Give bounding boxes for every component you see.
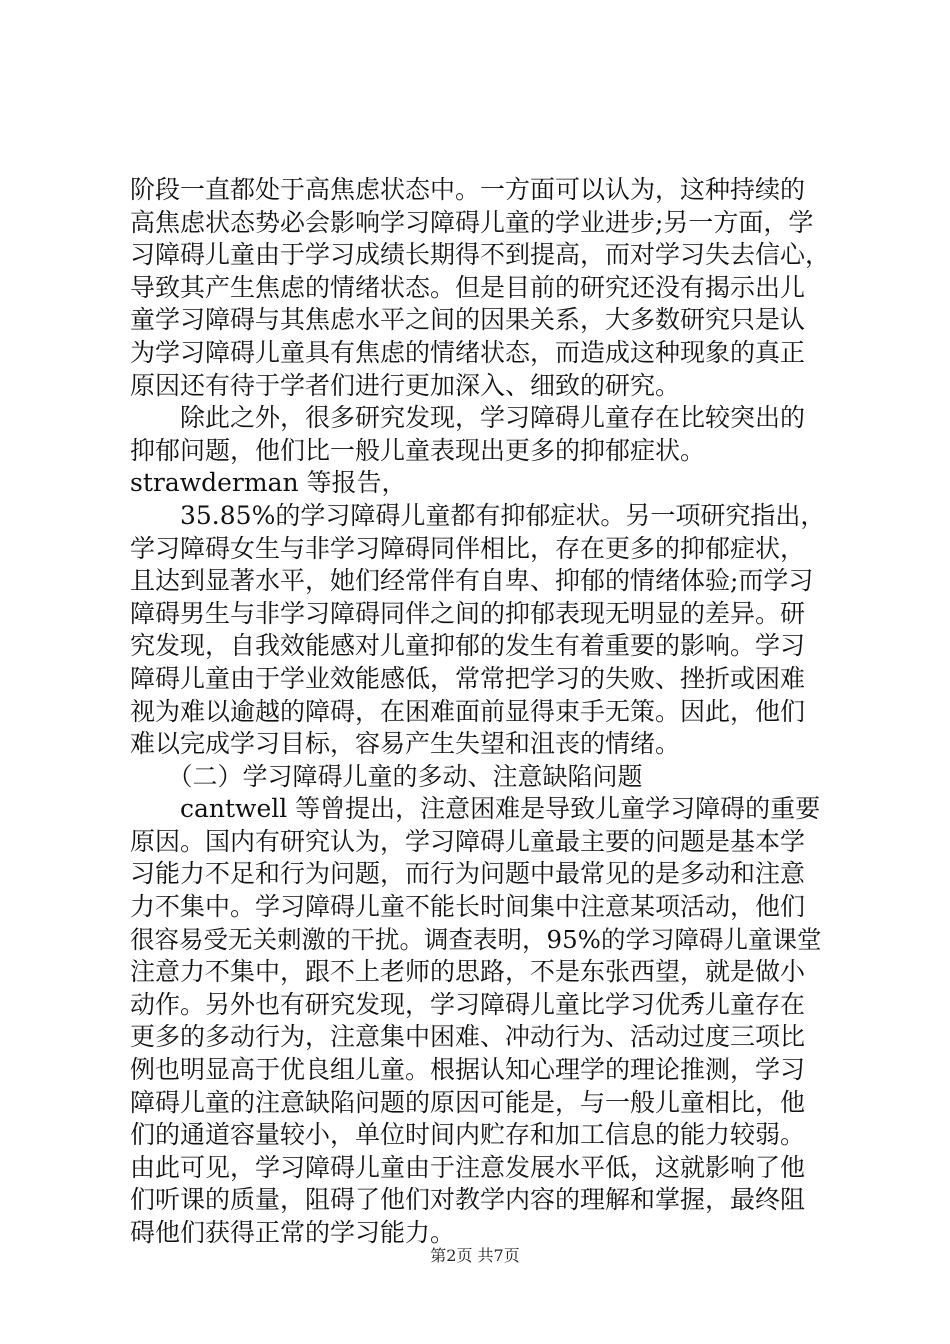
text-line: 障碍男生与非学习障碍同伴之间的抑郁表现无明显的差异。研	[130, 598, 806, 628]
text-line: 们的通道容量较小，单位时间内贮存和加工信息的能力较弱。	[130, 1120, 806, 1150]
text-line: 例也明显高于优良组儿童。根据认知心理学的理论推测，学习	[130, 1055, 806, 1085]
text-line: 习能力不足和行为问题，而行为问题中最常见的是多动和注意	[130, 859, 806, 889]
text-line: 很容易受无关刺激的干扰。调查表明，95%的学习障碍儿童课堂	[130, 924, 822, 954]
text-line: 们听课的质量，阻碍了他们对教学内容的理解和掌握，最终阻	[130, 1185, 806, 1215]
text-line: strawderman 等报告，	[130, 468, 407, 498]
text-line: 动作。另外也有研究发现，学习障碍儿童比学习优秀儿童存在	[130, 989, 806, 1019]
text-line: 注意力不集中，跟不上老师的思路，不是东张西望，就是做小	[130, 957, 806, 987]
page-footer: 第2页 共7页	[430, 1246, 520, 1265]
text-line: 更多的多动行为，注意集中困难、冲动行为、活动过度三项比	[130, 1022, 806, 1052]
text-line: 究发现，自我效能感对儿童抑郁的发生有着重要的影响。学习	[130, 631, 806, 661]
text-line: 高焦虑状态势必会影响学习障碍儿童的学业进步;另一方面，学	[130, 207, 814, 237]
section-heading: （二）学习障碍儿童的多动、注意缺陷问题	[130, 761, 643, 791]
body-text	[130, 174, 830, 1250]
text-line: 由此可见，学习障碍儿童由于注意发展水平低，这就影响了他	[130, 1152, 806, 1182]
text-line: 抑郁问题，他们比一般儿童表现出更多的抑郁症状。	[130, 435, 706, 465]
text-line: 且达到显著水平，她们经常伴有自卑、抑郁的情绪体验;而学习	[130, 566, 814, 596]
text-line: 学习障碍女生与非学习障碍同伴相比，存在更多的抑郁症状，	[130, 533, 806, 563]
text-line: 原因还有待于学者们进行更加深入、细致的研究。	[130, 370, 681, 400]
text-line: 为学习障碍儿童具有焦虑的情绪状态，而造成这种现象的真正	[130, 337, 806, 367]
text-line: 童学习障碍与其焦虑水平之间的因果关系，大多数研究只是认	[130, 305, 806, 335]
text-line: 原因。国内有研究认为，学习障碍儿童最主要的问题是基本学	[130, 826, 806, 856]
text-line: 难以完成学习目标，容易产生失望和沮丧的情绪。	[130, 729, 681, 759]
text-line: 除此之外，很多研究发现，学习障碍儿童存在比较突出的	[130, 403, 806, 433]
text-line: 阶段一直都处于高焦虑状态中。一方面可以认为，这种持续的	[130, 175, 806, 204]
text-line: 习障碍儿童由于学习成绩长期得不到提高，而对学习失去信心，	[130, 240, 831, 270]
text-line: 障碍儿童的注意缺陷问题的原因可能是，与一般儿童相比，他	[130, 1087, 806, 1117]
text-line: 35.85%的学习障碍儿童都有抑郁症状。另一项研究指出，	[130, 500, 826, 530]
text-line: 碍他们获得正常的学习能力。	[130, 1218, 456, 1247]
text-line: 导致其产生焦虑的情绪状态。但是目前的研究还没有揭示出儿	[130, 272, 806, 302]
text-line: 障碍儿童由于学业效能感低，常常把学习的失败、挫折或困难	[130, 663, 806, 693]
text-line: cantwell 等曾提出，注意困难是导致儿童学习障碍的重要	[130, 794, 821, 824]
text-line: 视为难以逾越的障碍，在困难面前显得束手无策。因此，他们	[130, 696, 806, 726]
text-line: 力不集中。学习障碍儿童不能长时间集中注意某项活动，他们	[130, 892, 806, 922]
